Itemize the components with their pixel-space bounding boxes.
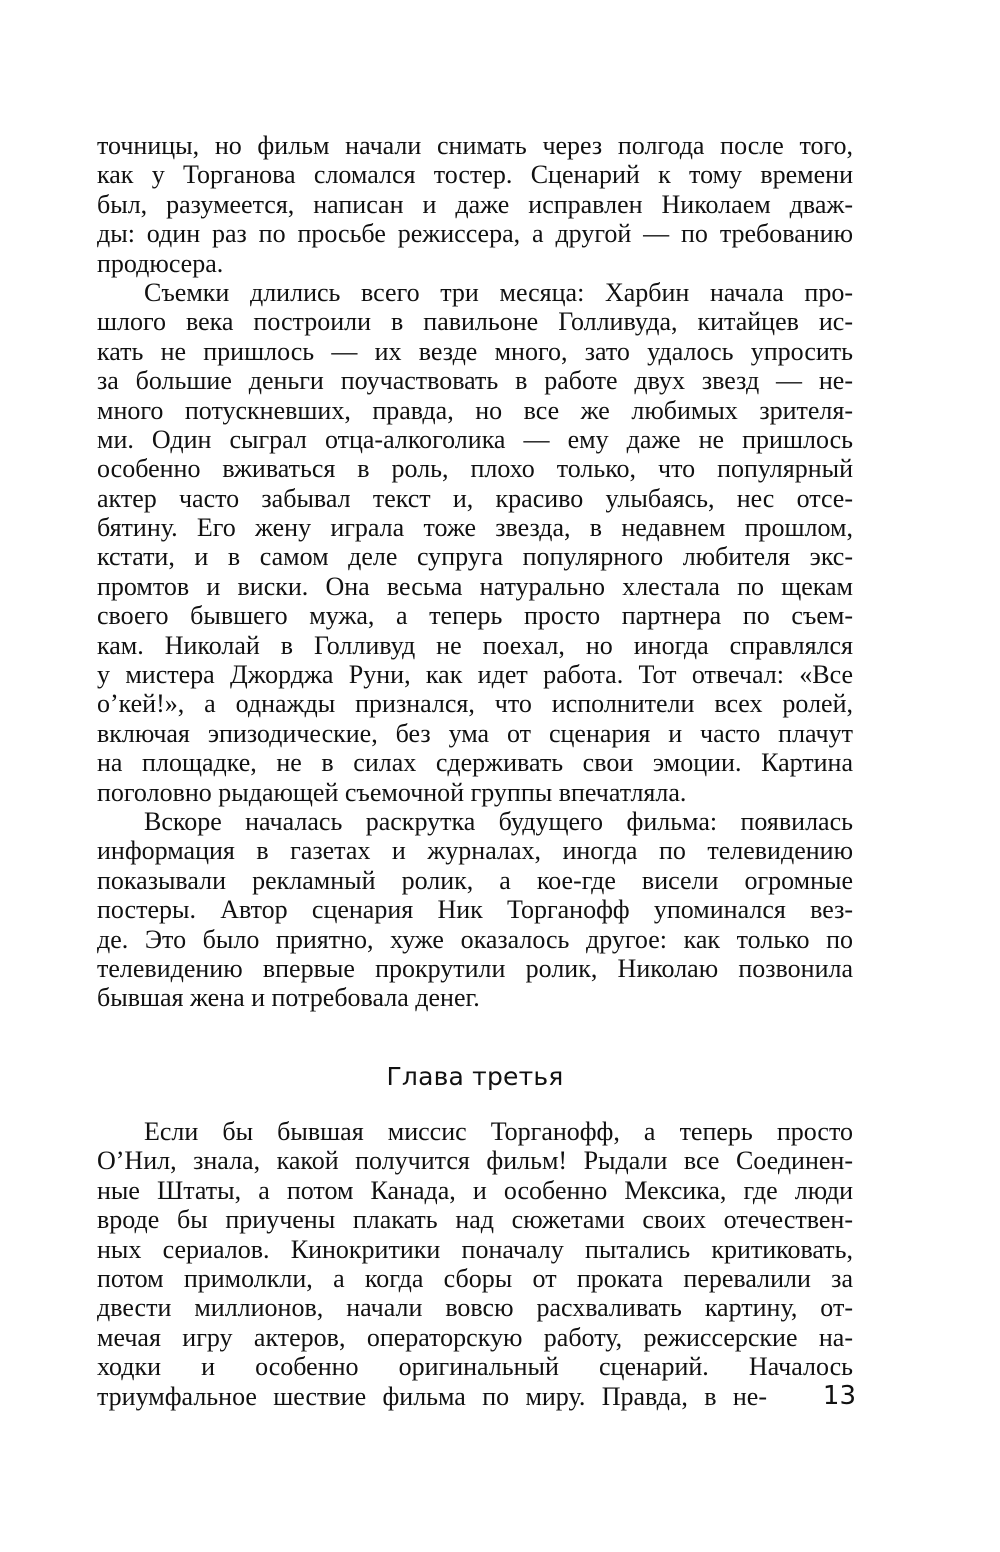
page-number: 13: [822, 1381, 856, 1411]
text-line: кстати, и в самом деле супруга популярного любителя экс-: [97, 542, 853, 572]
text-line: мечая игру актеров, операторскую работу, режиссерские на-: [97, 1322, 853, 1352]
text-line: информация в газетах и журналах, иногда по телевидению: [97, 836, 853, 866]
text-line: на площадке, не в силах сдерживать свои эмоции. Картина: [97, 748, 853, 778]
text-line: Если бы бывшая миссис Торганофф, а теперь просто: [144, 1117, 853, 1146]
text-line: поголовно рыдающей съемочной группы впечатляла.: [97, 777, 687, 807]
text-line: кать не пришлось — их везде много, зато удалось упросить: [97, 336, 853, 366]
text-line: включая эпизодические, без ума от сценария и часто плачут: [97, 718, 853, 748]
text-line: телевидению впервые прокрутили ролик, Николаю позвонила: [97, 953, 853, 983]
text-line: О’Нил, знала, какой получится фильм! Рыдали все Соединен-: [97, 1146, 853, 1176]
text-line: о’кей!», а однажды признался, что исполнители всех ролей,: [97, 689, 853, 719]
text-line: Вскоре началась раскрутка будущего фильма: появилась: [144, 806, 853, 836]
text-line: продюсера.: [97, 248, 224, 278]
paragraph-block-chapter-start: [97, 1117, 853, 1411]
text-line: двести миллионов, начали вовсю расхваливать картину, от-: [97, 1293, 853, 1323]
text-line: ды: один раз по просьбе режиссера, а другой — по требованию: [97, 219, 853, 249]
text-line: много потускневших, правда, но все же любимых зрителя-: [97, 395, 853, 425]
text-line: кам. Николай в Голливуд не поехал, но иногда справлялся: [97, 630, 853, 660]
text-line: бывшая жена и потребовала денег.: [97, 983, 480, 1013]
text-line: точницы, но фильм начали снимать через полгода после того,: [97, 131, 853, 160]
text-line: как у Торганова сломался тостер. Сценарий к тому времени: [97, 160, 853, 190]
text-line: постеры. Автор сценария Ник Торганофф упоминался вез-: [97, 895, 853, 925]
text-line: был, разумеется, написан и даже исправлен Николаем дваж-: [97, 189, 853, 219]
text-line: бятину. Его жену играла тоже звезда, в недавнем прошлом,: [97, 513, 853, 543]
text-line: промтов и виски. Она весьма натурально хлестала по щекам: [97, 571, 853, 601]
text-line: потом примолкли, а когда сборы от проката перевалили за: [97, 1263, 853, 1293]
text-line: ходки и особенно оригинальный сценарий. Началось: [97, 1352, 853, 1382]
text-line: особенно вживаться в роль, плохо только, что популярный: [97, 454, 853, 484]
text-line: де. Это было приятно, хуже оказалось другое: как только по: [97, 924, 853, 954]
text-line: своего бывшего мужа, а теперь просто партнера по съем-: [97, 601, 853, 631]
text-line: шлого века построили в павильоне Голливуда, китайцев ис-: [97, 307, 853, 337]
text-line: за большие деньги поучаствовать в работе двух звезд — не-: [97, 366, 853, 396]
text-line: актер часто забывал текст и, красиво улыбаясь, нес отсе-: [97, 483, 853, 513]
text-line: ных сериалов. Кинокритики поначалу пытались критиковать,: [97, 1234, 853, 1264]
text-line: ные Штаты, а потом Канада, и особенно Мексика, где люди: [97, 1175, 853, 1205]
paragraph-block-continuation: [97, 131, 853, 1013]
chapter-title: Глава третья: [386, 1062, 564, 1091]
text-line: триумфальное шествие фильма по миру. Правда, в не-: [97, 1381, 767, 1411]
text-line: вроде бы приучены плакать над сюжетами своих отечествен-: [97, 1205, 853, 1235]
text-line: показывали рекламный ролик, а кое-где висели огромные: [97, 865, 853, 895]
text-line: Съемки длились всего три месяца: Харбин начала про-: [144, 277, 853, 307]
text-line: ми. Один сыграл отца-алкоголика — ему даже не пришлось: [97, 424, 853, 454]
text-line: у мистера Джорджа Руни, как идет работа. Тот отвечал: «Все: [97, 660, 853, 690]
